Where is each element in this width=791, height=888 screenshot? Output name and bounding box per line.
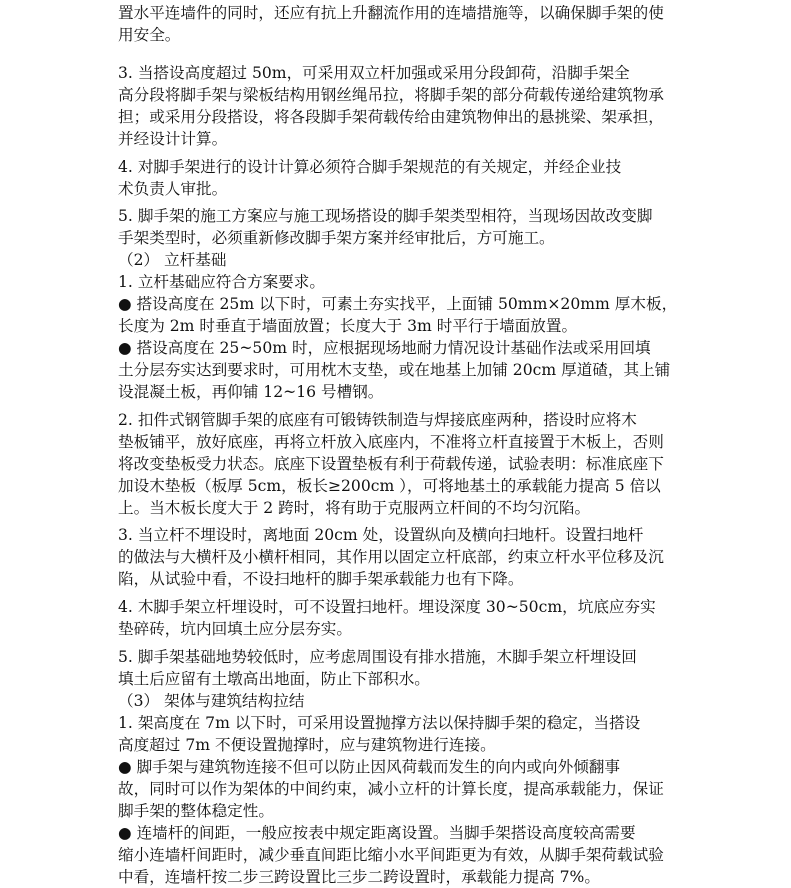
text-line: 高分段将脚手架与梁板结构用钢丝绳吊拉，将脚手架的部分荷载传递给建筑物承 xyxy=(118,86,664,104)
text-line: 1. 架高度在 7m 以下时，可采用设置抛撑方法以保持脚手架的稳定，当搭设 xyxy=(118,714,641,732)
text-line: 4. 对脚手架进行的设计计算必须符合脚手架规范的有关规定，并经企业技 xyxy=(118,158,622,176)
text-line: 设混凝土板，再仰铺 12~16 号槽钢。 xyxy=(118,383,384,401)
text-line: 3. 当立杆不埋设时，离地面 20cm 处，设置纵向及横向扫地杆。设置扫地杆 xyxy=(118,526,644,544)
text-line: 土分层夯实达到要求时，可用枕木支垫，或在地基上加铺 20cm 厚道碴，其上铺 xyxy=(118,361,671,379)
text-line: 陷，从试验中看，不设扫地杆的脚手架承载能力也有下降。 xyxy=(118,570,524,588)
section-heading: （2） 立杆基础 xyxy=(118,251,227,269)
text-line: 5. 脚手架基础地势较低时，应考虑周围设有排水措施，木脚手架立杆埋设回 xyxy=(118,648,637,666)
text-line: 置水平连墙件的同时，还应有抗上升翻流作用的连墙措施等，以确保脚手架的使 xyxy=(118,4,664,22)
text-line: 2. 扣件式钢管脚手架的底座有可锻铸铁制造与焊接底座两种，搭设时应将木 xyxy=(118,411,637,429)
text-line: 脚手架的整体稳定性。 xyxy=(118,802,274,820)
text-line: 3. 当搭设高度超过 50m，可采用双立杆加强或采用分段卸荷，沿脚手架全 xyxy=(118,64,630,82)
bullet-line: ● 搭设高度在 25~50m 时，应根据现场地耐力情况设计基础作法或采用回填 xyxy=(118,339,651,357)
text-line: 手架类型时，必须重新修改脚手架方案并经审批后，方可施工。 xyxy=(118,229,555,247)
text-line: 长度为 2m 时垂直于墙面放置；长度大于 3m 时平行于墙面放置。 xyxy=(118,317,578,335)
text-line: 垫板铺平，放好底座，再将立杆放入底座内，不准将立杆直接置于木板上，否则 xyxy=(118,433,664,451)
text-line: 担；或采用分段搭设，将各段脚手架荷载传给由建筑物伸出的悬挑梁、架承担， xyxy=(118,108,664,126)
text-line: 中看，连墙杆按二步三跨设置比三步二跨设置时，承载能力提高 7%。 xyxy=(118,868,600,886)
text-line: 将改变垫板受力状态。底座下设置垫板有利于荷载传递，试验表明：标准底座下 xyxy=(118,455,664,473)
text-line: 填土后应留有土墩高出地面，防止下部积水。 xyxy=(118,670,430,688)
bullet-line: ● 搭设高度在 25m 以下时，可素土夯实找平，上面铺 50mm×20mm 厚木板， xyxy=(118,295,678,313)
text-line: 1. 立杆基础应符合方案要求。 xyxy=(118,273,325,291)
text-line: 用安全。 xyxy=(118,26,181,44)
bullet-line: ● 连墙杆的间距，一般应按表中规定距离设置。当脚手架搭设高度较高需要 xyxy=(118,824,636,842)
text-line: 缩小连墙杆间距时，减少垂直间距比缩小水平间距更为有效，从脚手架荷载试验 xyxy=(118,846,664,864)
text-line: 4. 木脚手架立杆埋设时，可不设置扫地杆。埋设深度 30~50cm，坑底应夯实 xyxy=(118,598,656,616)
text-line: 故，同时可以作为架体的中间约束，减小立杆的计算长度，提高承载能力，保证 xyxy=(118,780,664,798)
bullet-line: ● 脚手架与建筑物连接不但可以防止因风荷载而发生的向内或向外倾翻事 xyxy=(118,758,620,776)
text-line: 术负责人审批。 xyxy=(118,180,228,198)
section-heading: （3） 架体与建筑结构拉结 xyxy=(118,692,305,710)
text-line: 垫碎砖，坑内回填土应分层夯实。 xyxy=(118,620,352,638)
text-line: 的做法与大横杆及小横杆相同，其作用以固定立杆底部，约束立杆水平位移及沉 xyxy=(118,548,664,566)
text-line: 5. 脚手架的施工方案应与施工现场搭设的脚手架类型相符，当现场因故改变脚 xyxy=(118,207,653,225)
text-line: 上。当木板长度大于 2 跨时，将有助于克服两立杆间的不均匀沉陷。 xyxy=(118,499,591,517)
text-line: 加设木垫板（板厚 5cm，板长≥200cm ），可将地基土的承载能力提高 5 倍以 xyxy=(118,477,661,495)
text-line: 高度超过 7m 不便设置抛撑时，应与建筑物进行连接。 xyxy=(118,736,496,754)
text-line: 并经设计计算。 xyxy=(118,130,228,148)
